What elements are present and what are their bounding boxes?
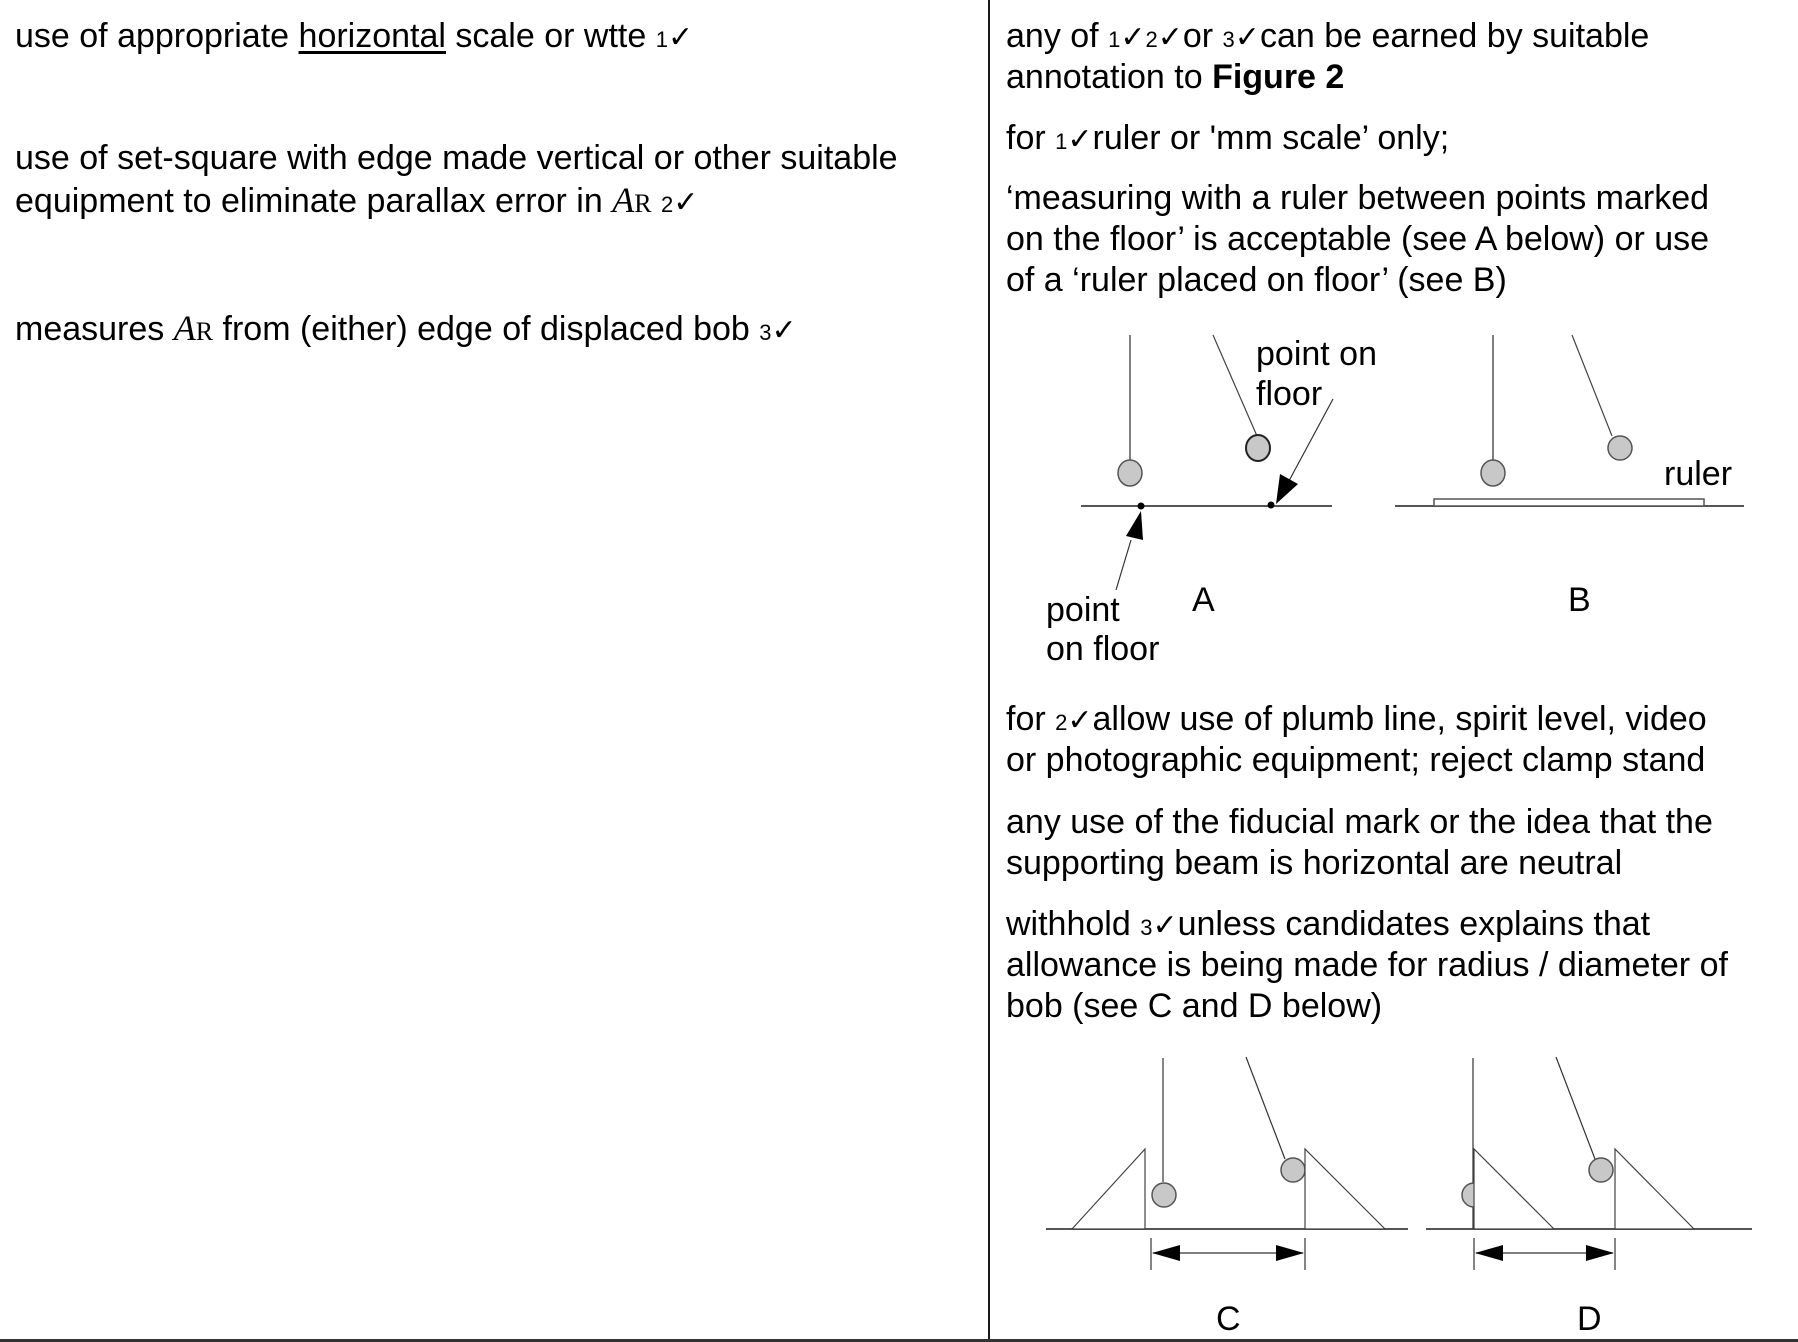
text: scale or wtte <box>445 17 656 55</box>
check-icon: ✓ <box>1157 21 1183 54</box>
figure-label-b: B <box>1568 581 1591 619</box>
check-icon: ✓ <box>1067 123 1093 156</box>
bob <box>1481 460 1505 486</box>
pendulum-string-displaced <box>1556 1057 1595 1159</box>
text: equipment to eliminate parallax error in <box>15 182 613 220</box>
text: allow use of plumb line, spirit level, video <box>1092 700 1707 738</box>
mark-number: 1 <box>655 27 668 52</box>
symbol-sub-R: R <box>634 189 652 218</box>
right-p3-line1: ‘measuring with a ruler between points marked <box>1006 179 1710 217</box>
symbol-A: A <box>173 308 196 348</box>
pendulum-string-displaced <box>1213 335 1257 436</box>
figure-label-d: D <box>1577 1300 1602 1338</box>
arrow-icon <box>1126 511 1143 540</box>
check-icon: ✓ <box>1120 21 1146 54</box>
arrow-right-icon <box>1586 1245 1614 1261</box>
figure-d <box>1426 1057 1752 1270</box>
check-icon: ✓ <box>1234 21 1260 54</box>
check-icon: ✓ <box>1067 704 1093 737</box>
underlined-text: horizontal <box>298 17 446 55</box>
right-p6-line2: allowance is being made for radius / diameter of <box>1006 946 1728 984</box>
mark-number: 1 <box>1055 129 1068 154</box>
arrow-left-icon <box>1152 1245 1180 1261</box>
check-icon: ✓ <box>667 21 694 54</box>
label-point-on-floor-top-2: floor <box>1256 375 1323 413</box>
mark-number: 1 <box>1108 27 1121 52</box>
text: withhold <box>1006 905 1141 943</box>
text: measures <box>15 310 174 348</box>
text: unless candidates explains that <box>1177 905 1651 943</box>
bob-displaced <box>1608 436 1632 460</box>
arrow-right-icon <box>1276 1245 1304 1261</box>
floor-point <box>1268 502 1275 509</box>
figure-c <box>1046 1057 1408 1270</box>
label-point-on-floor-bottom-2: on floor <box>1046 630 1160 668</box>
bob <box>1118 460 1142 486</box>
text: can be earned by suitable <box>1259 17 1650 55</box>
label-point-on-floor-top-1: point on <box>1256 335 1377 373</box>
mark-number: 3 <box>759 320 772 345</box>
set-square <box>1305 1149 1385 1229</box>
bob-displaced <box>1589 1158 1613 1182</box>
mark-number: 2 <box>1145 27 1158 52</box>
set-square <box>1474 1149 1554 1229</box>
text: from (either) edge of displaced bob <box>213 310 760 348</box>
figure-reference: Figure 2 <box>1212 58 1345 96</box>
floor-point <box>1138 503 1145 510</box>
set-square <box>1615 1149 1694 1229</box>
bob-displaced <box>1281 1158 1305 1182</box>
figure-label-a: A <box>1192 581 1215 619</box>
left-item-2-line1: use of set-square with edge made vertical or other suitable <box>15 139 898 177</box>
bob <box>1462 1183 1474 1207</box>
arrow-icon <box>1276 474 1298 504</box>
bob <box>1152 1183 1176 1207</box>
symbol-sub-R: R <box>195 317 214 346</box>
mark-number: 3 <box>1140 915 1153 940</box>
right-p5-line2: supporting beam is horizontal are neutral <box>1006 844 1623 882</box>
figure-label-c: C <box>1216 1300 1241 1338</box>
set-square <box>1072 1149 1145 1229</box>
text: annotation to <box>1006 58 1213 96</box>
pendulum-string-displaced <box>1246 1057 1285 1159</box>
text: for <box>1006 700 1056 738</box>
symbol-A: A <box>612 180 635 220</box>
check-icon: ✓ <box>1152 909 1178 942</box>
right-p3-line2: on the floor’ is acceptable (see A below) or use <box>1006 220 1710 258</box>
text: ruler or 'mm scale’ only; <box>1092 119 1450 157</box>
bob-displaced <box>1246 435 1270 461</box>
text: use of appropriate <box>15 17 299 55</box>
right-p4-line2: or photographic equipment; reject clamp stand <box>1006 741 1706 779</box>
text: any of <box>1006 17 1109 55</box>
label-ruler: ruler <box>1664 455 1733 493</box>
right-p6-line3: bob (see C and D below) <box>1006 987 1383 1025</box>
text: or <box>1182 17 1223 55</box>
pendulum-string-displaced <box>1572 335 1612 436</box>
mark-number: 2 <box>661 192 674 217</box>
right-p5-line1: any use of the fiducial mark or the idea that the <box>1006 803 1713 841</box>
check-icon: ✓ <box>673 186 699 219</box>
ruler-shape <box>1434 499 1704 506</box>
text: for <box>1006 119 1056 157</box>
mark-number: 3 <box>1222 27 1235 52</box>
arrow-left-icon <box>1475 1245 1503 1261</box>
label-point-on-floor-bottom-1: point <box>1046 591 1120 629</box>
mark-number: 2 <box>1055 710 1068 735</box>
right-p3-line3: of a ‘ruler placed on floor’ (see B) <box>1006 261 1507 299</box>
check-icon: ✓ <box>771 314 797 347</box>
